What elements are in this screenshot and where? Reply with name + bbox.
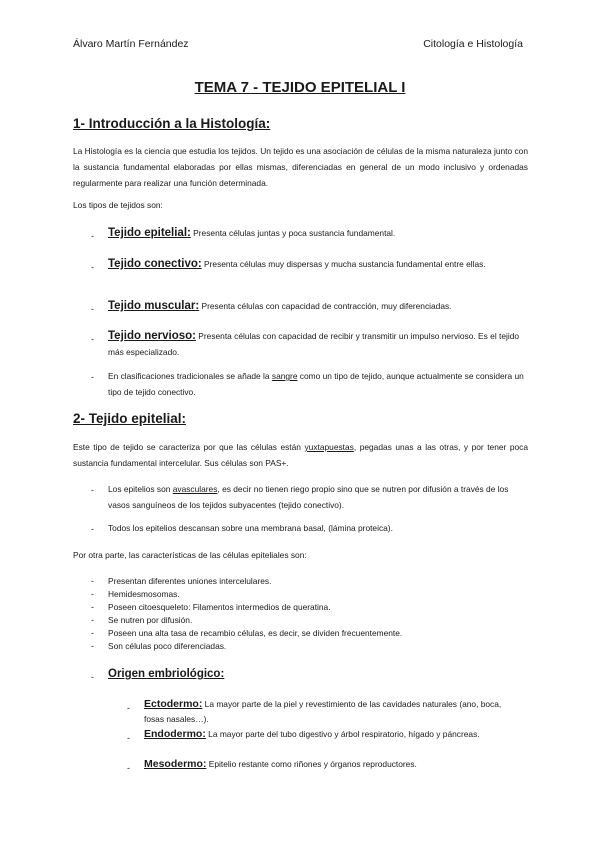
tissue-item-nervioso [108,328,528,360]
tissue-term: Tejido conectivo: [108,258,202,270]
tissue-term: Tejido muscular: [108,300,200,312]
paragraph-text: Este tipo de tejido se caracteriza por que las células están [73,442,305,452]
origin-desc: Epitelio restante como riñones y órganos reproductores. [206,759,417,769]
bullet-dash: - [91,334,94,344]
sangre-link: sangre [271,371,298,381]
bullet-dash: - [91,231,94,241]
item-text: , es decir no tienen riego propio sino que se nutren por difusión a través de los vasos sanguíneos de los tejidos subyacentes (tejido conectivo). [108,484,509,510]
tissue-term: Tejido epitelial: [108,227,191,239]
tissue-desc: Presenta células juntas y poca sustancia fundamental. [190,228,396,238]
paragraph-text: , pegadas unas a las otras, y por tener poca sustancia fundamental intercelular. Sus células son PAS+. [73,442,529,468]
bullet-dash: - [127,703,130,713]
tissue-item-epitelial [108,225,528,241]
origin-term: Mesodermo: [144,758,207,770]
bullet-dash: - [91,576,94,586]
tissue-desc: Presenta células con capacidad de recibir y transmitir un impulso nervioso. Es el tejido más especializado. [108,331,520,357]
origin-desc: La mayor parte de la piel y revestimiento de las cavidades naturales (ano, boca, fosas nasales…). [144,699,502,724]
bullet-dash: - [91,589,94,599]
header-subject: Citología e Histología [423,38,523,50]
origin-term: Endodermo: [144,728,206,740]
bullet-dash: - [91,304,94,314]
bullet-dash: - [91,602,94,612]
intro-paragraph: La Histología es la ciencia que estudia los tejidos. Un tejido es una asociación de células de la misma naturaleza junto con la sustancia fundamental elaboradas por ellas mismas, diferenciadas en general de un modo inclusivo y ordenadas regularmente para realizar una función determinada. [73,146,528,188]
tissue-item-conectivo [108,256,528,272]
tissue-item-muscular [108,298,528,314]
section2-heading: 2- Tejido epitelial: [73,411,187,426]
bullet-dash: - [127,763,130,773]
char-item: Hemidesmosomas. [108,589,180,599]
char-item: Se nutren por difusión. [108,615,193,625]
sangre-note [108,368,528,400]
char-item: Presentan diferentes uniones intercelulares. [108,576,272,586]
origin-term: Ectodermo: [144,698,203,710]
membrana-item: Todos los epitelios descansan sobre una membrana basal, (lámina proteica). [108,523,393,533]
types-intro: Los tipos de tejidos son: [73,200,163,210]
origin-ectodermo [144,697,514,727]
char-item: Poseen una alta tasa de recambio células, es decir, se dividen frecuentemente. [108,628,403,638]
note-text: como un tipo de tejido, aunque actualmente se considera un tipo de tejido conectivo. [108,371,524,397]
tissue-desc: Presenta células muy dispersas y mucha sustancia fundamental entre ellas. [201,259,486,269]
bullet-dash: - [91,372,94,382]
char-item: Poseen citoesqueleto: Filamentos intermedios de queratina. [108,602,331,612]
bullet-dash: - [91,641,94,651]
tissue-term: Tejido nervioso: [108,330,196,342]
origin-heading: Origen embriológico: [108,668,225,680]
bullet-dash: - [91,672,94,682]
header-author: Álvaro Martín Fernández [73,38,189,50]
bullet-dash: - [91,524,94,534]
chars-intro: Por otra parte, las características de las células epiteliales son: [73,550,307,560]
bullet-dash: - [91,262,94,272]
tissue-desc: Presenta células con capacidad de contracción, muy diferenciadas. [199,301,452,311]
page-title: TEMA 7 - TEJIDO EPITELIAL I [194,79,406,96]
bullet-dash: - [127,733,130,743]
origin-mesodermo [144,757,514,772]
avasculares-term: avasculares [172,484,218,494]
origin-endodermo [144,727,514,742]
section1-heading: 1- Introducción a la Histología: [73,116,271,131]
bullet-dash: - [91,628,94,638]
note-text: En clasificaciones tradicionales se añade la [108,371,272,381]
item-text: Los epitelios son [108,484,173,494]
bullet-dash: - [91,615,94,625]
char-item: Son células poco diferenciadas. [108,641,227,651]
epitelial-paragraph [73,439,528,471]
origin-desc: La mayor parte del tubo digestivo y árbol respiratorio, hígado y páncreas. [205,729,480,739]
bullet-dash: - [91,485,94,495]
yuxtapuestas-term: yuxtapuestas [304,442,354,452]
avascular-item [108,481,528,513]
